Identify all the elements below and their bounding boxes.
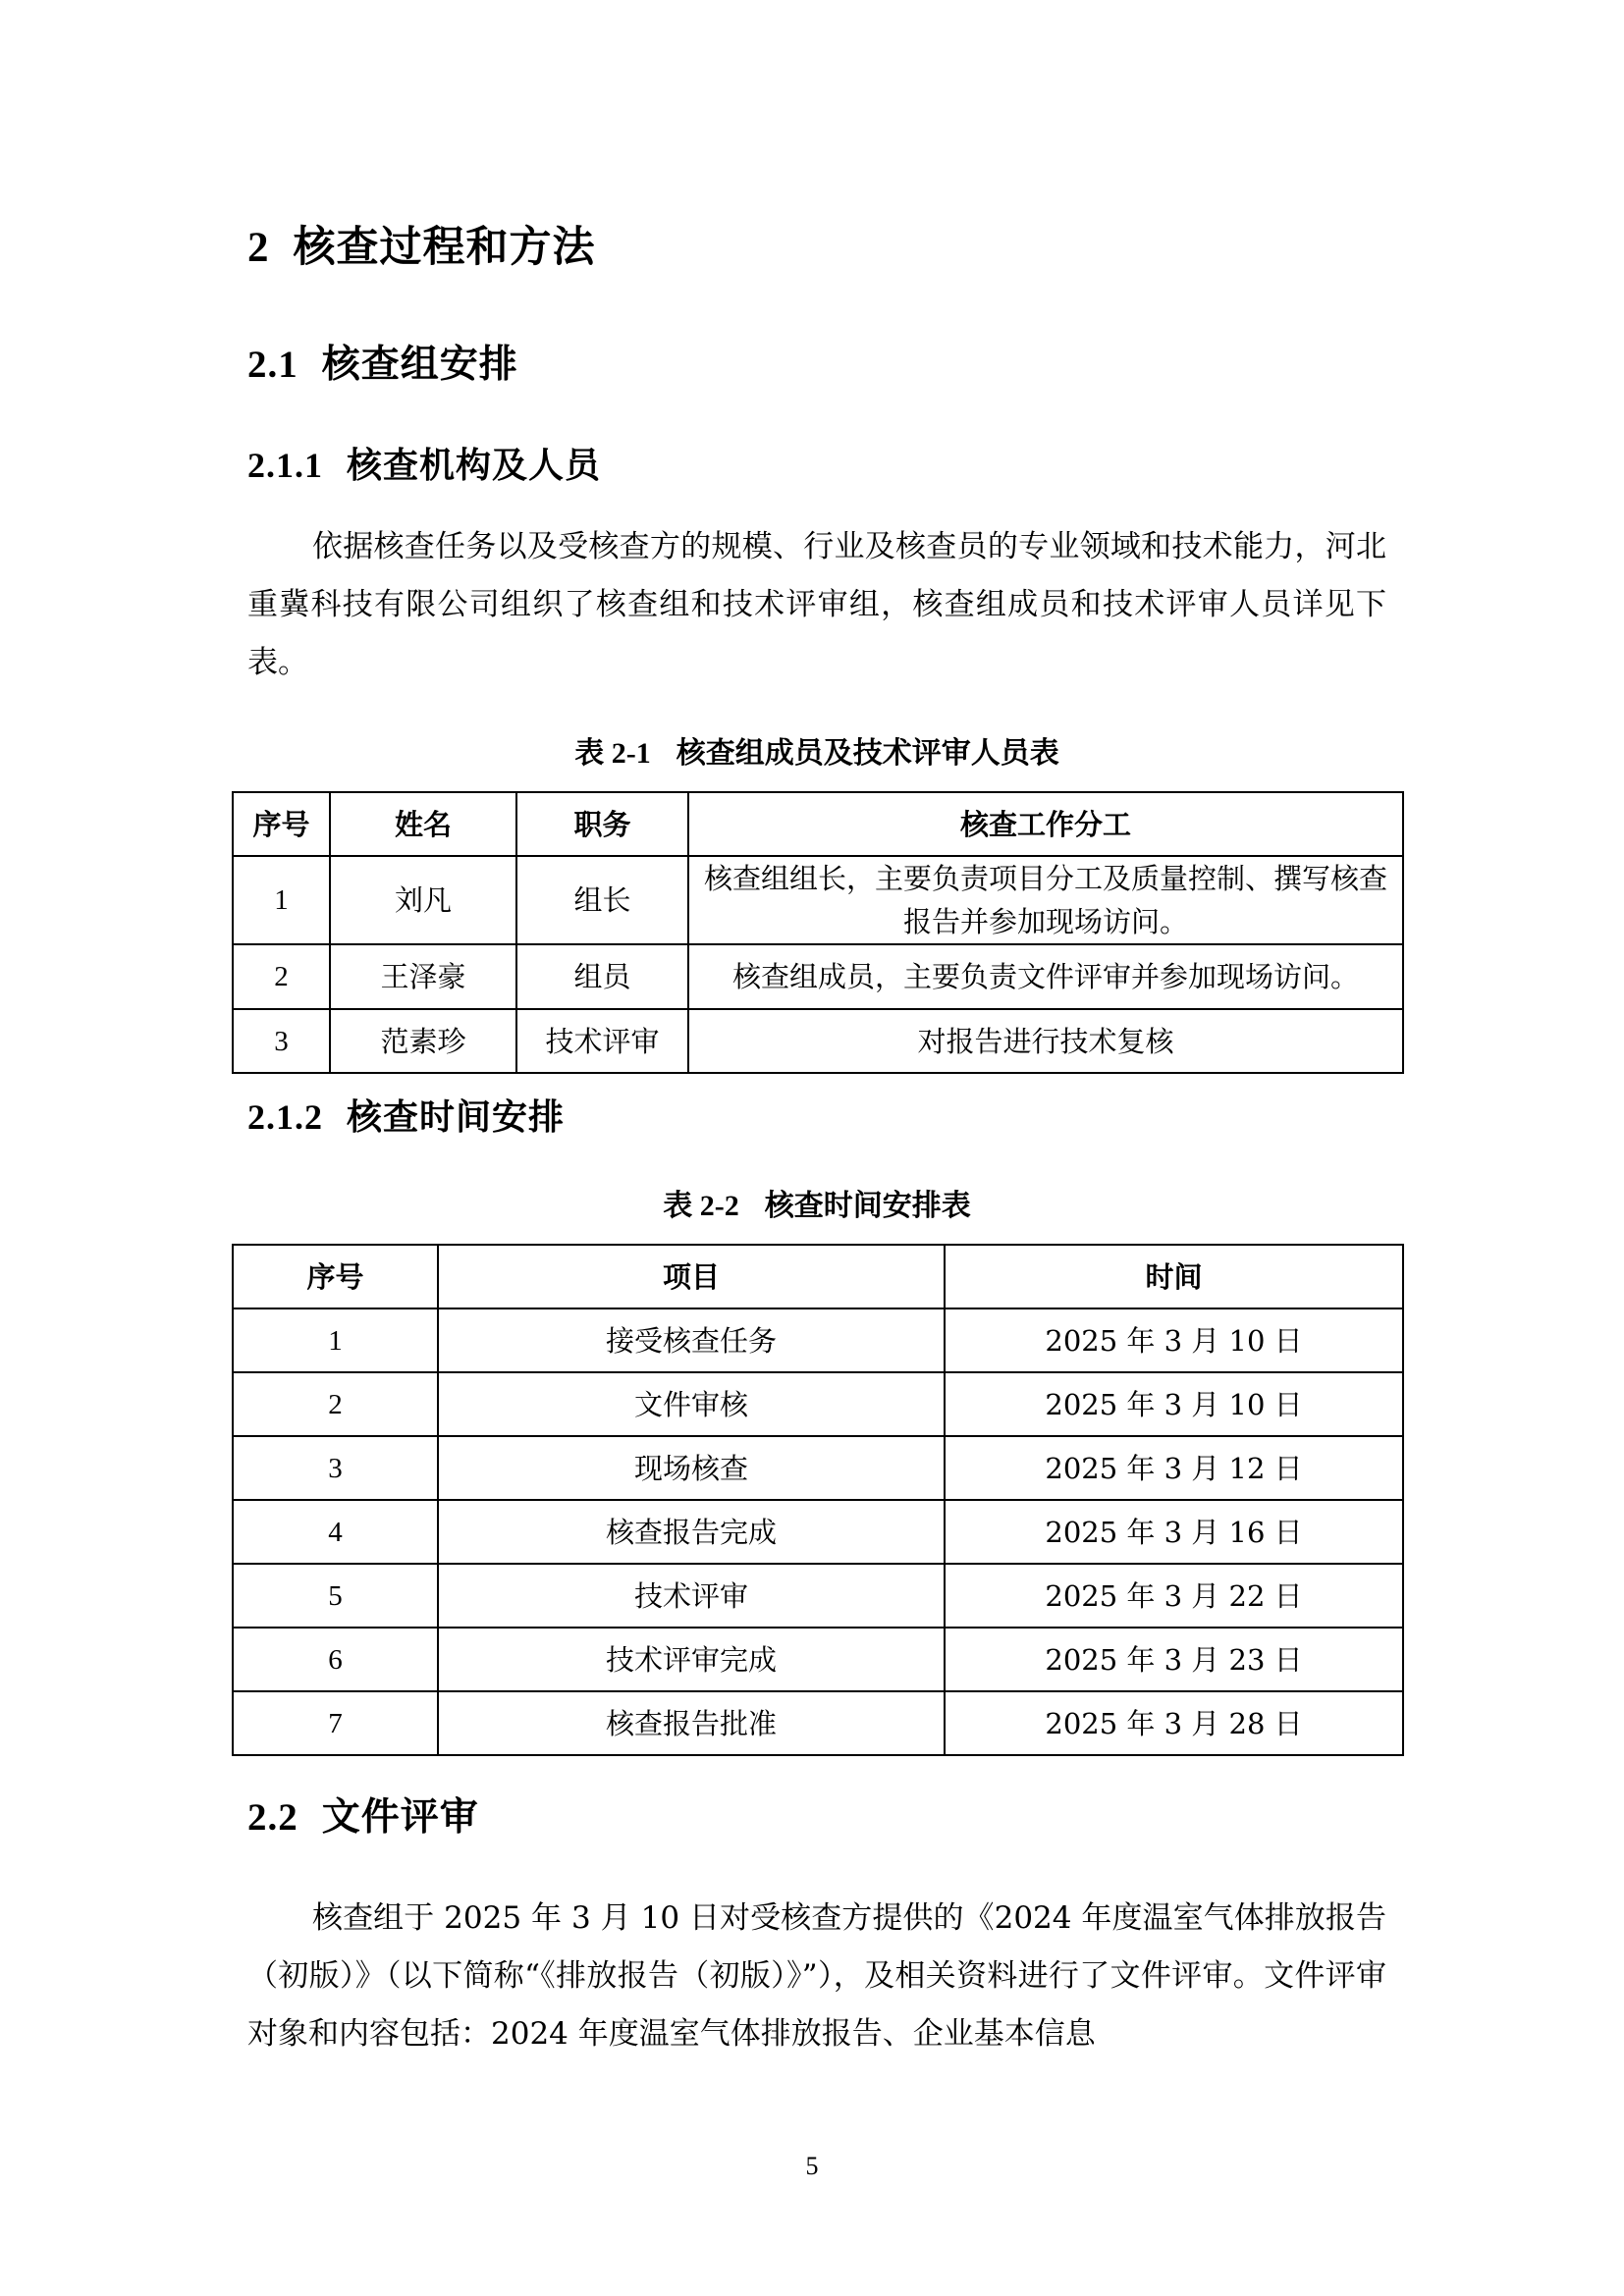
table-cell: 现场核查	[438, 1436, 945, 1500]
table-header-row	[233, 1245, 1403, 1308]
table-cell: 对报告进行技术复核	[688, 1009, 1403, 1073]
table-row	[233, 1564, 1403, 1628]
table-cell: 文件审核	[438, 1372, 945, 1436]
page-number: 5	[805, 2152, 819, 2180]
table-cell: 核查组组长，主要负责项目分工及质量控制、撰写核查报告并参加现场访问。	[688, 856, 1403, 944]
table-caption-2-2	[232, 1181, 1402, 1224]
table-row	[233, 1500, 1403, 1564]
table-row	[233, 1628, 1403, 1691]
table-cell: 2025 年 3 月 22 日	[945, 1564, 1403, 1628]
table-cell: 组员	[516, 944, 688, 1009]
section-title: 文件评审	[321, 1794, 479, 1840]
table-cell: 技术评审	[438, 1564, 945, 1628]
table-row	[233, 856, 1403, 944]
table-cell: 刘凡	[330, 856, 516, 944]
table-cell: 4	[233, 1500, 438, 1564]
header-cell: 序号	[233, 792, 330, 856]
table-row	[233, 1308, 1403, 1372]
chapter-title: 核查过程和方法	[293, 223, 596, 272]
subsection-heading-2-1-2	[247, 1090, 565, 1140]
table-cell: 技术评审	[516, 1009, 688, 1073]
subsection-title: 核查时间安排	[347, 1096, 566, 1138]
chapter-heading	[247, 214, 596, 274]
header-cell: 项目	[438, 1245, 945, 1308]
section-heading-2-1	[247, 334, 518, 389]
table-row	[233, 1009, 1403, 1073]
table-caption-2-1	[232, 728, 1402, 772]
body-paragraph-document-review: 核查组于 2025 年 3 月 10 日对受核查方提供的《2024 年度温室气体排放报告（初版）》（以下简称“《排放报告（初版）》”），及相关资料进行了文件评审。文件评审对象和内容包括：2024 年度温室气体排放报告、企业基本信息	[247, 1900, 1386, 2052]
subsection-title: 核查机构及人员	[347, 445, 602, 486]
table-row	[233, 1691, 1403, 1755]
caption-number: 表 2-2	[663, 1190, 739, 1222]
table-cell: 3	[233, 1009, 330, 1073]
table-cell: 2025 年 3 月 12 日	[945, 1436, 1403, 1500]
table-cell: 核查报告批准	[438, 1691, 945, 1755]
table-cell: 7	[233, 1691, 438, 1755]
table-cell: 5	[233, 1564, 438, 1628]
table-cell: 1	[233, 1308, 438, 1372]
table-cell: 核查组成员，主要负责文件评审并参加现场访问。	[688, 944, 1403, 1009]
subsection-number: 2.1.1	[247, 446, 323, 485]
table-cell: 2	[233, 1372, 438, 1436]
personnel-table	[232, 791, 1404, 1074]
table-cell: 2025 年 3 月 28 日	[945, 1691, 1403, 1755]
header-cell: 序号	[233, 1245, 438, 1308]
table-cell: 2025 年 3 月 10 日	[945, 1308, 1403, 1372]
table-cell: 3	[233, 1436, 438, 1500]
caption-title: 核查组成员及技术评审人员表	[676, 736, 1059, 771]
table-row	[233, 944, 1403, 1009]
table-cell: 2025 年 3 月 16 日	[945, 1500, 1403, 1564]
table-cell: 2025 年 3 月 10 日	[945, 1372, 1403, 1436]
table-row	[233, 1372, 1403, 1436]
section-title: 核查组安排	[321, 342, 518, 387]
table-cell: 6	[233, 1628, 438, 1691]
table-cell: 接受核查任务	[438, 1308, 945, 1372]
subsection-heading-2-1-1	[247, 438, 601, 488]
caption-number: 表 2-1	[574, 737, 651, 770]
table-cell: 技术评审完成	[438, 1628, 945, 1691]
table-cell: 范素珍	[330, 1009, 516, 1073]
body-paragraph-personnel: 依据核查任务以及受核查方的规模、行业及核查员的专业领域和技术能力，河北重冀科技有限公司组织了核查组和技术评审组，核查组成员和技术评审人员详见下表。	[247, 529, 1386, 680]
header-cell: 时间	[945, 1245, 1403, 1308]
header-cell: 核查工作分工	[688, 792, 1403, 856]
header-cell: 姓名	[330, 792, 516, 856]
header-cell: 职务	[516, 792, 688, 856]
caption-title: 核查时间安排表	[764, 1189, 971, 1223]
table-cell: 2	[233, 944, 330, 1009]
table-cell: 王泽豪	[330, 944, 516, 1009]
subsection-number: 2.1.2	[247, 1097, 323, 1137]
section-number: 2.1	[247, 344, 298, 386]
section-number: 2.2	[247, 1796, 298, 1839]
table-cell: 核查报告完成	[438, 1500, 945, 1564]
section-heading-2-2	[247, 1787, 479, 1842]
chapter-number: 2	[247, 225, 270, 271]
table-row	[233, 1436, 1403, 1500]
table-header-row	[233, 792, 1403, 856]
table-cell: 组长	[516, 856, 688, 944]
table-cell: 1	[233, 856, 330, 944]
schedule-table	[232, 1244, 1404, 1756]
table-cell: 2025 年 3 月 23 日	[945, 1628, 1403, 1691]
